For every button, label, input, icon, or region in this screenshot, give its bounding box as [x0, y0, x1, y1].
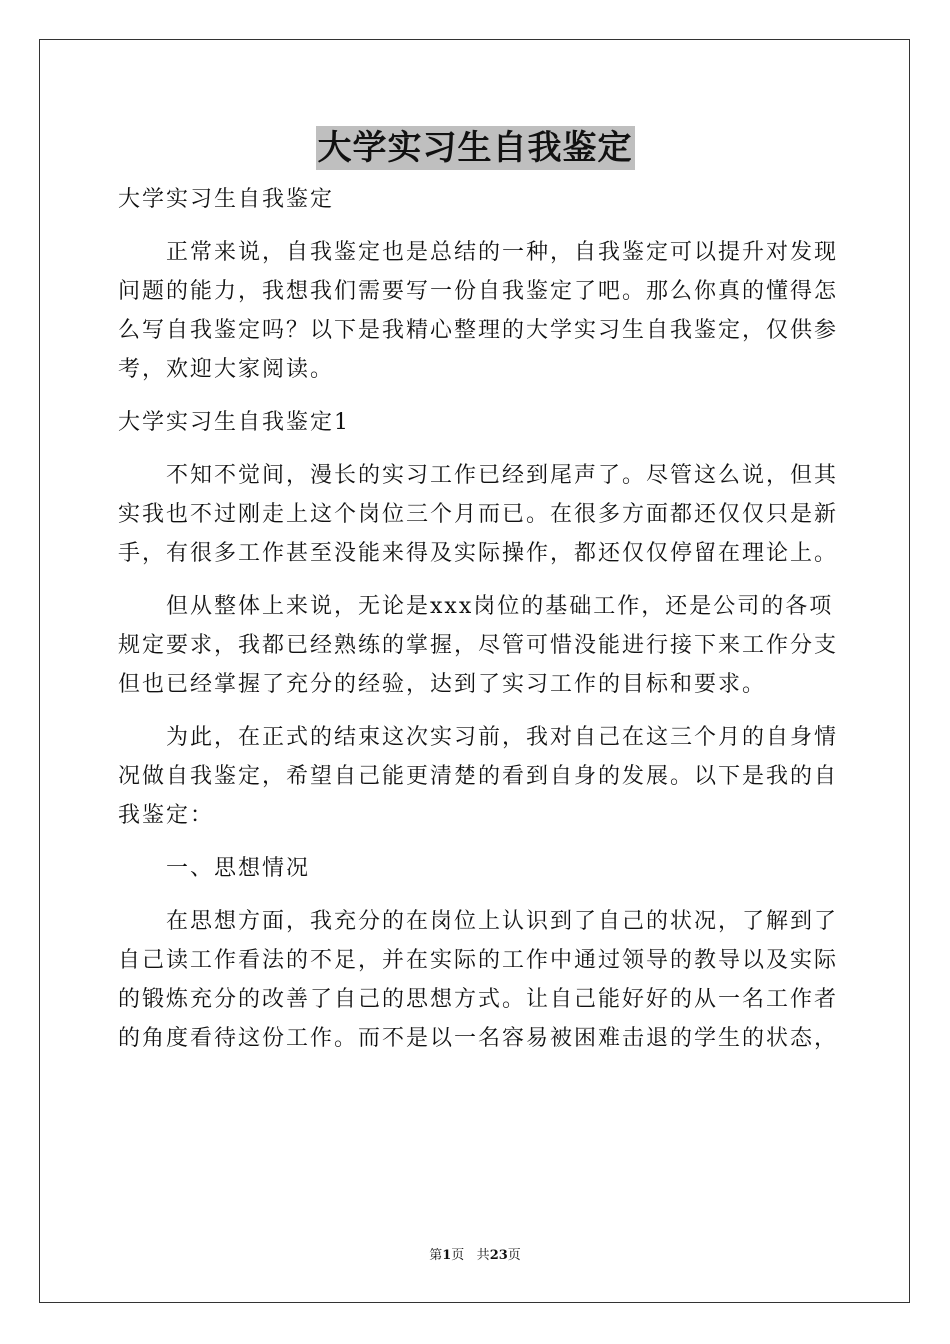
paragraph-line: 但也已经掌握了充分的经验，达到了实习工作的目标和要求。: [118, 672, 767, 697]
paragraph-2: [118, 456, 839, 573]
paragraph-3: [118, 587, 839, 704]
page-suffix: 页: [451, 1248, 465, 1263]
subheading-block: [118, 849, 836, 888]
paragraph-1: [118, 233, 839, 389]
paragraph-line: 正常来说，自我鉴定也是总结的一种，自我鉴定可以提升对发现: [166, 240, 839, 265]
subheading-thought: 一、思想情况: [166, 856, 311, 881]
paragraph-line: 我鉴定：: [118, 803, 215, 828]
paragraph-line: 不知不觉间，漫长的实习工作已经到尾声了。尽管这么说，但其: [166, 463, 839, 488]
paragraph-line: 况做自我鉴定，希望自己能更清楚的看到自身的发展。以下是我的自: [118, 764, 839, 789]
paragraph-line: 么写自我鉴定吗？以下是我精心整理的大学实习生自我鉴定，仅供参: [118, 318, 839, 343]
paragraph-line: 的角度看待这份工作。而不是以一名容易被困难击退的学生的状态，: [118, 1026, 839, 1051]
total-prefix: 共: [476, 1248, 490, 1263]
paragraph-line: 问题的能力，我想我们需要写一份自我鉴定了吧。那么你真的懂得怎: [118, 279, 839, 304]
paragraph-4: [118, 718, 839, 835]
page-number: 1: [442, 1248, 452, 1263]
paragraph-line: 为此，在正式的结束这次实习前，我对自己在这三个月的自身情: [166, 725, 839, 750]
title-wrap: [0, 126, 950, 170]
paragraph-line: 自己读工作看法的不足，并在实际的工作中通过领导的教导以及实际: [118, 948, 839, 973]
paragraph-line: 但从整体上来说，无论是xxx岗位的基础工作，还是公司的各项: [166, 594, 834, 619]
page-prefix: 第: [429, 1248, 443, 1263]
paragraph-line: 规定要求，我都已经熟练的掌握，尽管可惜没能进行接下来工作分支: [118, 633, 839, 658]
paragraph-line: 手，有很多工作甚至没能来得及实际操作，都还仅仅停留在理论上。: [118, 541, 839, 566]
document-body: [118, 180, 839, 1072]
section-heading-1: 大学实习生自我鉴定1: [118, 410, 350, 435]
paragraph-line: 考，欢迎大家阅读。: [118, 357, 335, 382]
paragraph-line: 实我也不过刚走上这个岗位三个月而已。在很多方面都还仅仅只是新: [118, 502, 839, 527]
total-pages: 23: [489, 1248, 508, 1263]
paragraph-5: [118, 902, 839, 1058]
paragraph-line: 在思想方面，我充分的在岗位上认识到了自己的状况，了解到了: [166, 909, 839, 934]
paragraph-line: 的锻炼充分的改善了自己的思想方式。让自己能好好的从一名工作者: [118, 987, 839, 1012]
intro-heading: 大学实习生自我鉴定: [118, 187, 335, 212]
page-footer: [0, 1247, 950, 1265]
document-title: 大学实习生自我鉴定: [317, 128, 633, 168]
total-suffix: 页: [507, 1248, 521, 1263]
